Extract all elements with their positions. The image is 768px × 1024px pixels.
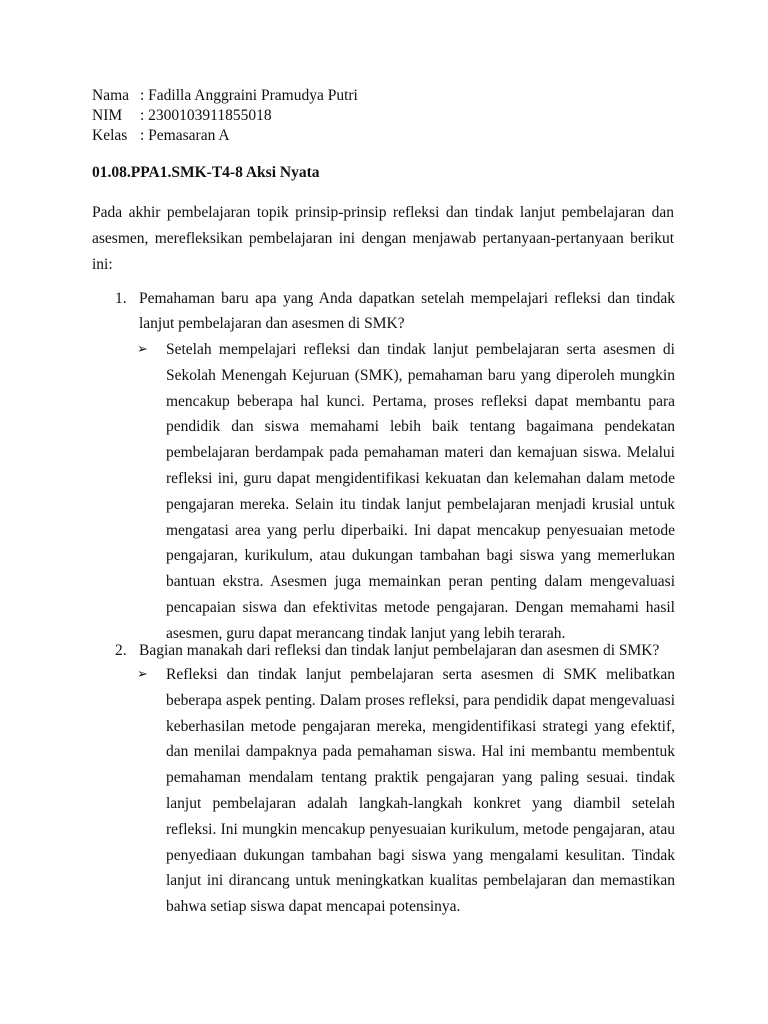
- arrowhead-bullet-icon: ➢: [137, 342, 148, 357]
- answer-text: Refleksi dan tindak lanjut pembelajaran serta asesmen di SMK melibatkan beberapa aspek penting. Dalam proses refleksi, para pendidik dapat mengevaluasi keberhasilan metode pengajaran mereka, mengidentifikasi strategi yang efektif, dan menilai dampaknya pada pemahaman siswa. Hal ini membantu membentuk pemahaman mendalam tentang praktik pengajaran yang paling sesuai. tindak lanjut pembelajaran adalah langkah-langkah konkret yang diambil setelah refleksi. Ini mungkin mencakup penyesuaian kurikulum, metode pengajaran, atau penyediaan dukungan tambahan bagi siswa yang mengalami kesulitan. Tindak lanjut ini dirancang untuk meningkatkan kualitas pembelajaran dan memastikan bahwa setiap siswa dapat mencapai potensinya.: [166, 666, 675, 916]
- question-text: Pemahaman baru apa yang Anda dapatkan setelah mempelajari refleksi dan tindak lanjut pembelajaran dan asesmen di SMK?: [139, 290, 675, 332]
- answer-text: Setelah mempelajari refleksi dan tindak lanjut pembelajaran serta asesmen di Sekolah Menengah Kejuruan (SMK), pemahaman baru yang diperoleh mungkin mencakup beberapa hal kunci. Pertama, proses refleksi dapat membantu para pendidik dan siswa memahami lebih baik tentang bagaimana pendekatan pembelajaran berdampak pada pemahaman materi dan kemajuan siswa. Melalui refleksi ini, guru dapat mengidentifikasi kekuatan dan kelemahan dalam metode pengajaran mereka. Selain itu tindak lanjut pembelajaran menjadi krusial untuk mengatasi area yang perlu diperbaiki. Ini dapat mencakup penyesuaian metode pengajaran, kurikulum, atau dukungan tambahan bagi siswa yang memerlukan bantuan ekstra. Asesmen juga memainkan peran penting dalam mengevaluasi pencapaian siswa dan efektivitas metode pengajaran. Dengan memahami hasil asesmen, guru dapat merancang tindak lanjut yang lebih terarah.: [166, 341, 675, 642]
- question-item: [115, 286, 675, 336]
- question-text: Bagian manakah dari refleksi dan tindak lanjut pembelajaran dan asesmen di SMK?: [139, 642, 660, 659]
- name-row: [92, 86, 358, 106]
- arrowhead-bullet-icon: ➢: [137, 667, 148, 682]
- question-item: [115, 638, 675, 663]
- name-label: Nama: [92, 87, 130, 104]
- answer-item: [137, 662, 675, 920]
- class-value: : Pemasaran A: [140, 127, 230, 144]
- document-title: 01.08.PPA1.SMK-T4-8 Aksi Nyata: [92, 164, 320, 181]
- intro-paragraph: Pada akhir pembelajaran topik prinsip-prinsip refleksi dan tindak lanjut pembelajaran dan asesmen, merefleksikan pembelajaran ini dengan menjawab pertanyaan-pertanyaan berikut ini:: [92, 204, 674, 273]
- nim-row: [92, 106, 358, 126]
- nim-label: NIM: [92, 107, 123, 124]
- question-number: 1.: [115, 290, 127, 307]
- name-value: : Fadilla Anggraini Pramudya Putri: [140, 87, 358, 104]
- student-info: [92, 86, 358, 146]
- class-row: [92, 126, 358, 146]
- question-number: 2.: [115, 642, 127, 659]
- nim-value: : 2300103911855018: [140, 107, 272, 124]
- answer-item: [137, 337, 675, 647]
- class-label: Kelas: [92, 127, 128, 144]
